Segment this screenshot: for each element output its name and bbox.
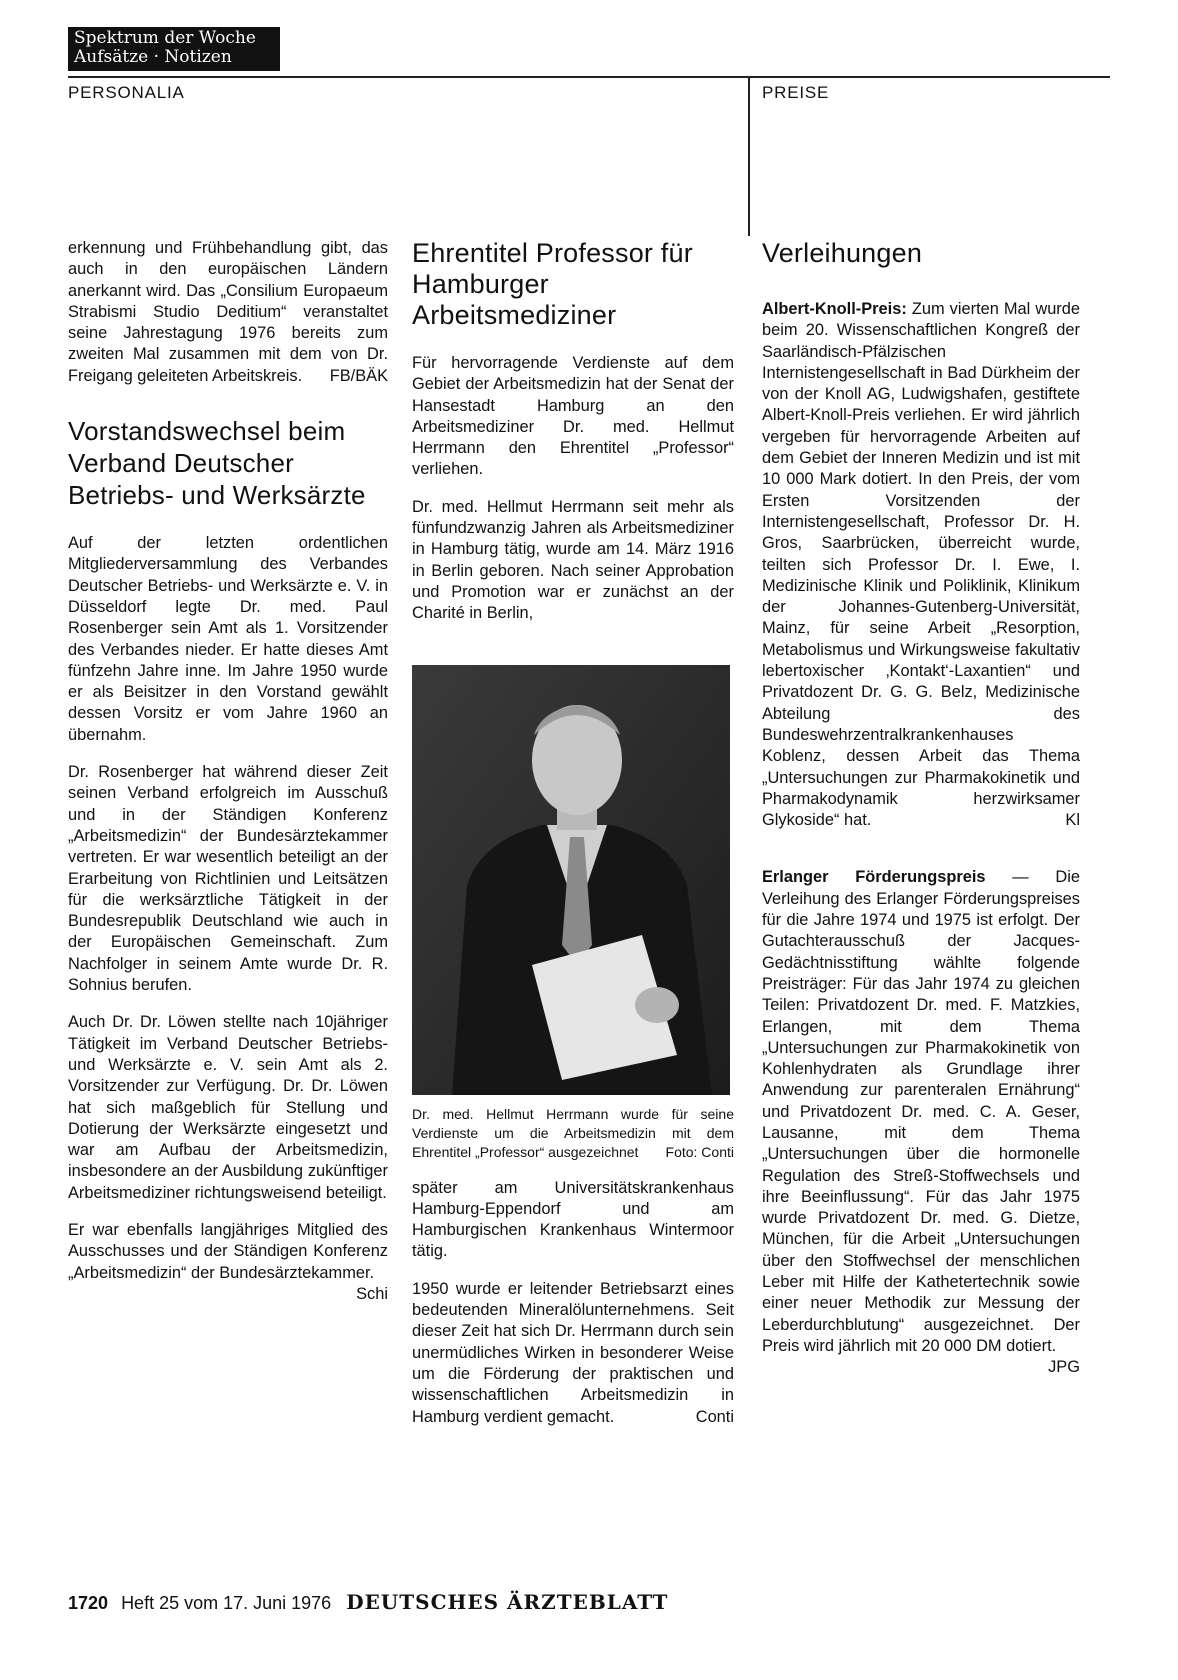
col1-paragraph-3: Dr. Rosenberger hat während dieser Zeit seinen Verband erfolgreich im Ausschuß und in der Ständigen Konferenz „Arbeitsmedizin“ der Bundesärztekammer vertreten. Er war wesentlich beteiligt an der Erarbeitung von Richtlinien und Leitsätzen für die werksärztliche Tätigkeit in der Bundesrepublik Deutschland wie auch in der Europäischen Gemeinschaft. Zum Nachfolger in seinem Amte wurde Dr. R. Sohnius berufen. xyxy=(68,763,388,995)
col2-paragraph-1: Für hervorragende Verdienste auf dem Gebiet der Arbeitsmedizin hat der Senat der Hansestadt Hamburg an den Arbeitsmediziner Dr. med. Hellmut Herrmann den Ehrentitel „Professor“ verliehen. xyxy=(412,354,734,479)
portrait-photo xyxy=(412,665,730,1095)
col3-paragraph-2: Erlanger Förderungspreis — Die Verleihung des Erlanger Förderungspreises für die Jahre 1974 und 1975 ist erfolgt. Der Gutachterausschuß der Jacques-Gedächtnisstiftung wählte folgende Preisträger: Für das Jahr 1974 zu gleichen Teilen: Privatdozent Dr. med. F. Matzkies, Erlangen, mit dem Thema „Untersuchungen zur Pharmakokinetik von Kohlenhydraten als Grundlage ihrer Anwendung zur parenteralen Ernährung“ und Privatdozent Dr. med. C. A. Geser, Lausanne, mit dem Thema „Untersuchungen über die hormonelle Regulation des Streß-Stoffwechsels und ihre Beeinflussung“. Für das Jahr 1975 wurde Privatdozent Dr. med. G. Dietze, München, für die Arbeit „Untersuchungen über den Stoffwechsel der menschlichen Leber mit Hilfe der Kathetertechnik sowie einer neuer Methodik zur Messung der Leberdurchblutung“ ausgezeichnet. Der Preis wird jährlich mit 20 000 DM dotiert. JPG xyxy=(762,867,1080,1357)
col1-paragraph-1: erkennung und Frühbehandlung gibt, das auch in den europäischen Ländern anerkannt wird. Das „Consilium Europaeum Strabismi Studio Deditium“ veranstaltet seine Jahrestagung 1976 bereits zum zweiten Mal zusammen mit dem von Dr. Freigang geleiteten Arbeitskreis. FB/BÄK xyxy=(68,238,388,387)
col2-paragraph-2: Dr. med. Hellmut Herrmann seit mehr als fünfundzwanzig Jahren als Arbeitsmediziner in Hamburg tätig, wurde am 14. März 1916 in Berlin geboren. Nach seiner Approbation und Promotion war er zunächst an der Charité in Berlin, xyxy=(412,497,734,623)
col2-paragraph-3: später am Universitätskrankenhaus Hamburg-Eppendorf und am Hamburgischen Krankenhaus Wintermoor tätig. xyxy=(412,1178,734,1261)
section-label-preise: PREISE xyxy=(762,83,830,102)
column-3 xyxy=(762,238,1080,1379)
col3-signoff-1: Kl xyxy=(1065,811,1080,830)
column-1 xyxy=(68,238,388,1305)
col2-paragraph-4: 1950 wurde er leitender Betriebsarzt eines bedeutenden Mineralölunternehmens. Seit dieser Zeit hat sich Dr. Herrmann durch sein unermüdliches Wirken in besonderer Weise um die Förderung der praktischen und wissenschaftlichen Arbeitsmedizin in Hamburg verdient gemacht. Conti xyxy=(412,1279,734,1428)
col2-signoff: Conti xyxy=(695,1407,734,1426)
issue-info: Heft 25 vom 17. Juni 1976 xyxy=(121,1593,332,1613)
col3-headline: Verleihungen xyxy=(762,238,923,268)
footer xyxy=(68,1590,668,1614)
section-label-personalia: PERSONALIA xyxy=(68,83,185,102)
col3-lead-2: Erlanger Förderungspreis xyxy=(762,868,986,887)
col1-paragraph-4: Auch Dr. Dr. Löwen stellte nach 10jähriger Tätigkeit im Verband Deutscher Betriebs- und Werksärzte e. V. sein Amt als 2. Vorsitzender zur Verfügung. Dr. Dr. Löwen hat sich maßgeblich für Stellung und Dotierung der Werksärzte eingesetzt und war am Aufbau der Arbeitsmedizin, insbesondere an der Ausbildung zukünftiger Arbeitsmediziner richtungsweisend beteiligt. xyxy=(68,1013,388,1202)
col2-headline: Ehrentitel Professor für Hamburger Arbeitsmediziner xyxy=(412,238,693,330)
col1-signoff-1: FB/BÄK xyxy=(329,366,388,385)
header-line-2: Aufsätze · Notizen xyxy=(74,47,232,67)
section-header-box xyxy=(68,27,280,71)
header-line-1: Spektrum der Woche xyxy=(74,28,256,48)
top-rule xyxy=(68,76,1110,78)
col3-signoff-2: JPG xyxy=(1048,1358,1080,1377)
magazine-name: DEUTSCHES ÄRZTEBLATT xyxy=(346,1590,669,1614)
col3-paragraph-1: Albert-Knoll-Preis: Zum vierten Mal wurde beim 20. Wissenschaftlichen Kongreß der Saarländisch-Pfälzischen Internistengesellschaft in Bad Dürkheim der von der Knoll AG, Ludwigshafen, gestiftete Albert-Knoll-Preis verliehen. Er wird jährlich vergeben für hervorragende Arbeiten auf dem Gebiet der Inneren Medizin und ist mit 10 000 Mark dotiert. In den Preis, der vom Ersten Vorsitzenden der Internistengesellschaft, Professor Dr. H. Gros, Saarbrücken, überreicht wurde, teilten sich Professor Dr. I. Ewe, I. Medizinische Klinik und Poliklinik, Klinikum der Johannes-Gutenberg-Universität, Mainz, für seine Arbeit „Resorption, Metabolismus und Wirkungsweise fakultativ lebertoxischer ‚Kontakt‘-Laxantien“ und Privatdozent Dr. G. G. Belz, Medizinische Abteilung des Bundeswehrzentralkrankenhauses Koblenz, dessen Arbeit das Thema „Untersuchungen zur Pharmakokinetik und Pharmakodynamik herzwirksamer Glykoside“ hat. Kl xyxy=(762,299,1080,831)
photo-caption: Dr. med. Hellmut Herrmann wurde für seine Verdienste um die Arbeitsmedizin mit dem Ehrentitel „Professor“ ausgezeichnet Foto: Conti xyxy=(412,1105,734,1160)
col1-paragraph-5: Er war ebenfalls langjähriges Mitglied des Ausschusses und der Ständigen Konferenz „Arbeitsmedizin“ der Bundesärztekammer. Schi xyxy=(68,1220,388,1284)
col1-headline: Vorstandswechsel beim Verband Deutscher Betriebs- und Werksärzte xyxy=(68,416,366,511)
portrait-photo-graphic xyxy=(412,665,730,1095)
col1-signoff-5: Schi xyxy=(356,1284,388,1303)
photo-credit: Foto: Conti xyxy=(665,1143,734,1160)
col3-lead-1: Albert-Knoll-Preis: xyxy=(762,300,907,318)
page-number: 1720 xyxy=(68,1593,109,1613)
col1-paragraph-2: Auf der letzten ordentlichen Mitgliederversammlung des Verbandes Deutscher Betriebs- und Werksärzte e. V. in Düsseldorf legte Dr. med. Paul Rosenberger sein Amt als 1. Vorsitzender des Verbandes nieder. Er hatte dieses Amt fünfzehn Jahre inne. Im Jahre 1950 wurde er als Beisitzer in den Vorstand gewählt dessen Vorsitz er vom Jahre 1960 an übernahm. xyxy=(68,534,388,744)
column-2 xyxy=(412,238,734,1444)
column-divider xyxy=(748,76,750,236)
